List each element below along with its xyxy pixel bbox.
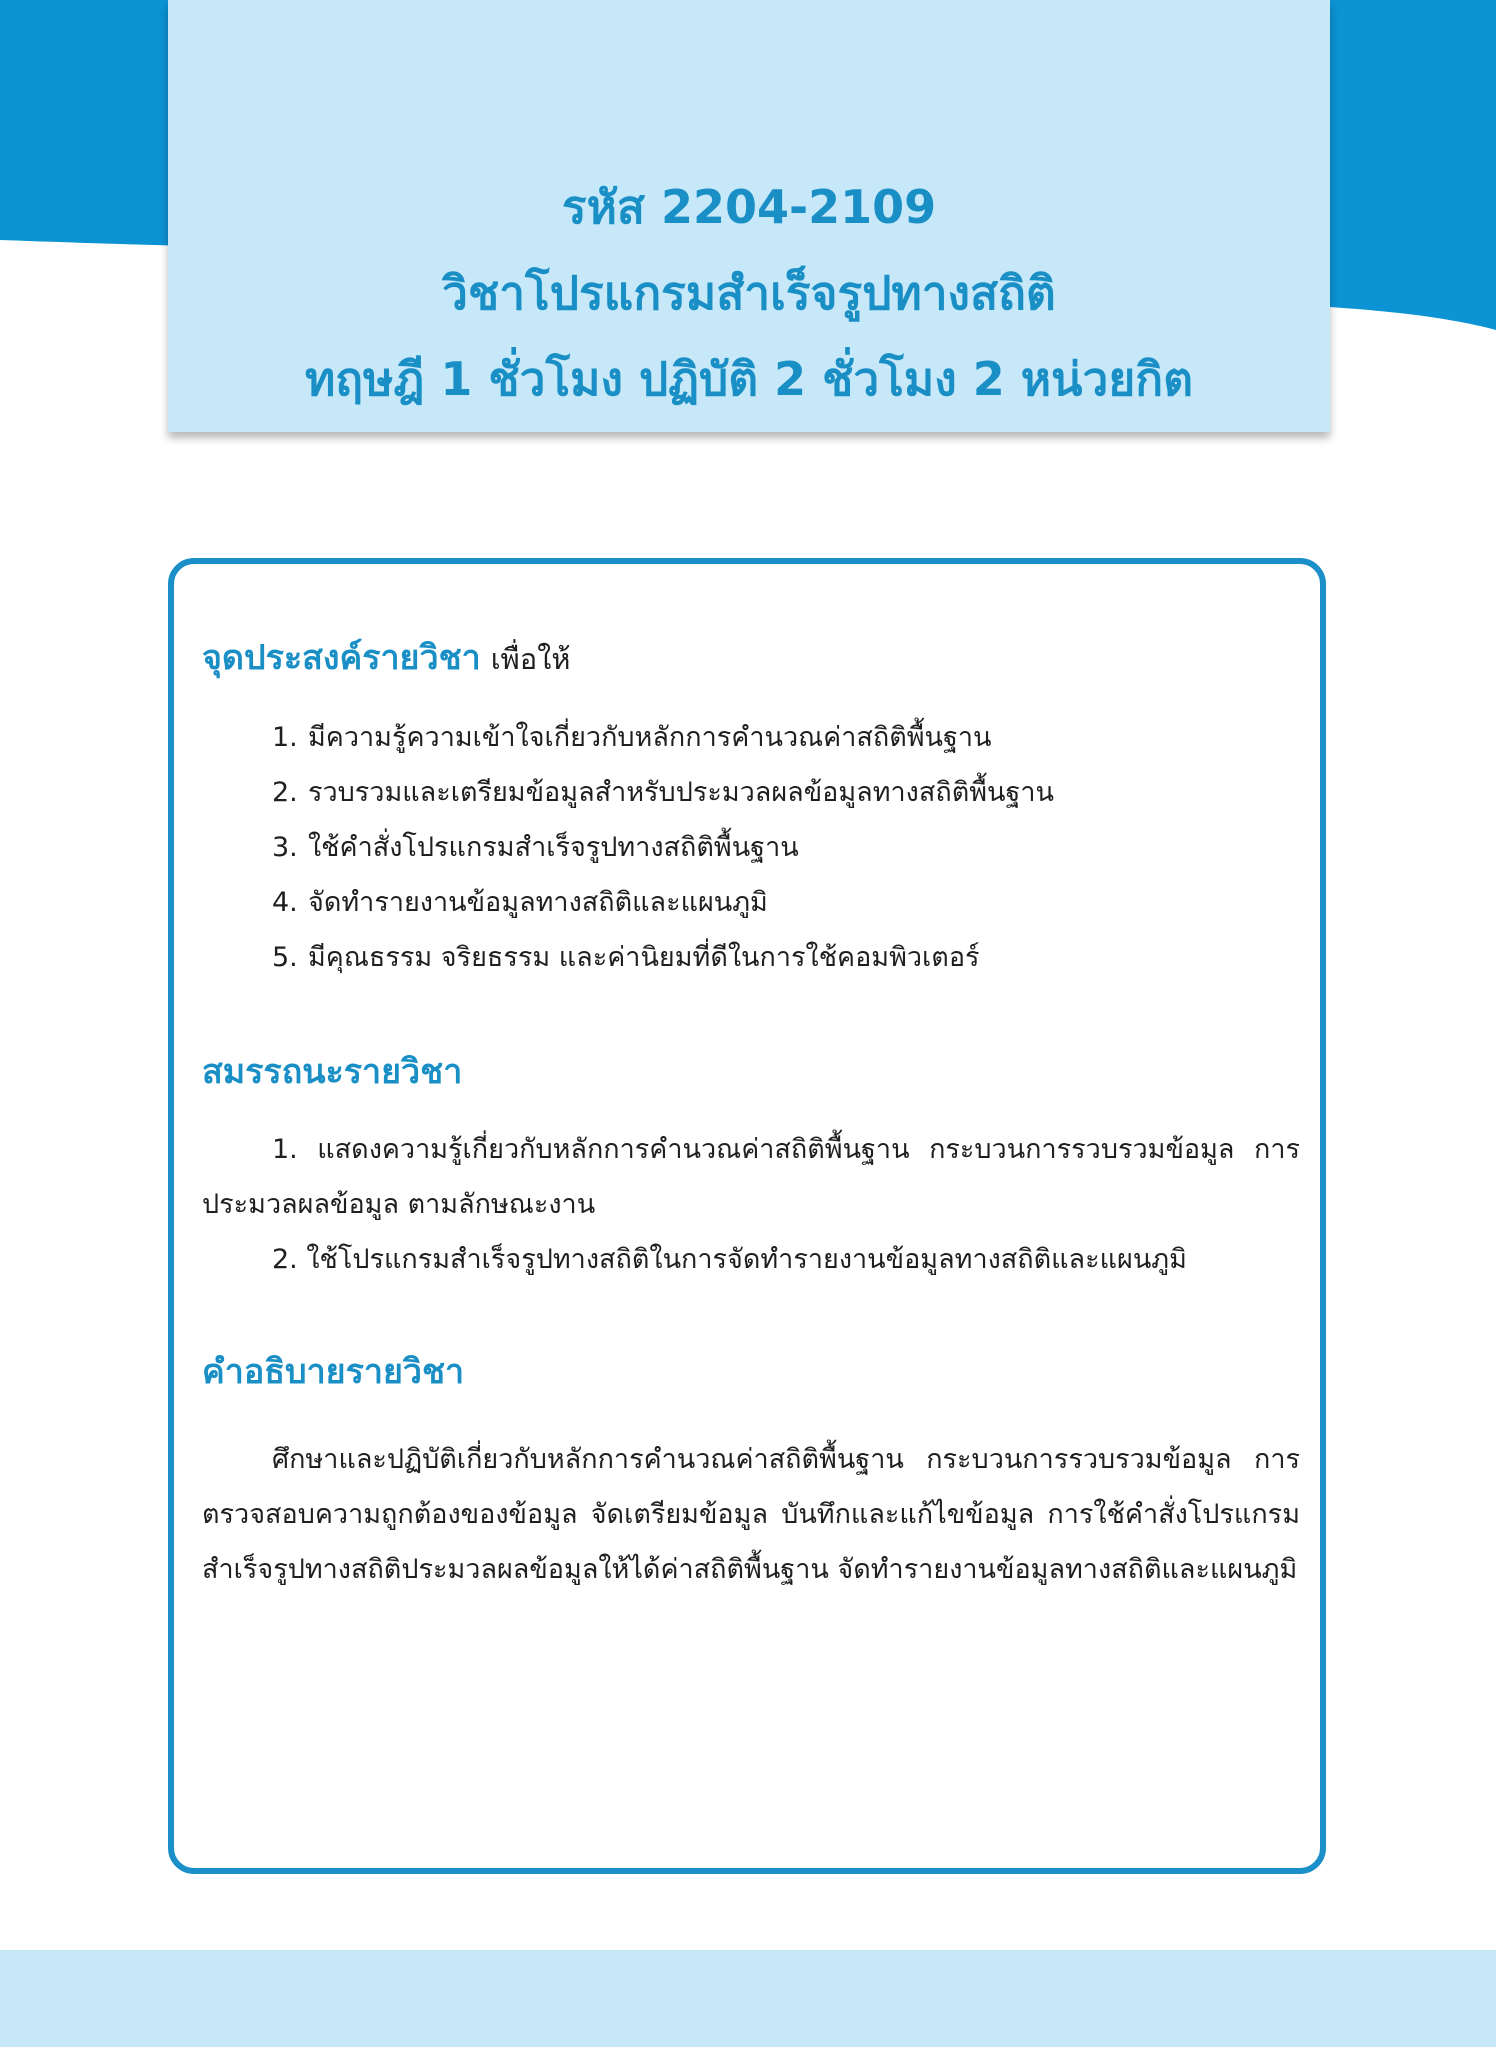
competency-item-2: 2. ใช้โปรแกรมสำเร็จรูปทางสถิติในการจัดทำรายงานข้อมูลทางสถิติและแผนภูมิ	[272, 1244, 1187, 1275]
objective-item	[272, 936, 980, 980]
objective-item	[272, 716, 992, 760]
objective-item	[272, 826, 799, 870]
footer-band	[0, 1950, 1496, 2047]
course-subject: วิชาโปรแกรมสำเร็จรูปทางสถิติ	[442, 266, 1056, 320]
objectives-heading	[202, 630, 570, 684]
description-body: ศึกษาและปฏิบัติเกี่ยวกับหลักการคำนวณค่าสถิติพื้นฐาน กระบวนการรวบรวมข้อมูล การตรวจสอบความถูกต้องของข้อมูล จัดเตรียมข้อมูล บันทึกและแก้ไขข้อมูล การใช้คำสั่งโปรแกรมสำเร็จรูปทางสถิติประมวลผลข้อมูลให้ได้ค่าสถิติพื้นฐาน จัดทำรายงานข้อมูลทางสถิติและแผนภูมิ	[202, 1444, 1300, 1585]
course-hours-credits: ทฤษฎี 1 ชั่วโมง ปฏิบัติ 2 ชั่วโมง 2 หน่วยกิต	[304, 352, 1193, 406]
objectives-title: จุดประสงค์รายวิชา	[202, 638, 481, 678]
objective-number: 5.	[272, 942, 298, 973]
objective-item	[272, 771, 1054, 815]
objective-number: 2.	[272, 777, 298, 808]
objective-item	[272, 881, 768, 925]
objective-number: 1.	[272, 722, 298, 753]
objective-number: 3.	[272, 832, 298, 863]
competencies-heading	[202, 1044, 462, 1098]
description-heading	[202, 1344, 464, 1398]
competencies-title: สมรรถนะรายวิชา	[202, 1052, 463, 1092]
course-code: รหัส 2204-2109	[561, 180, 937, 234]
objectives-suffix: เพื่อให้	[490, 642, 571, 676]
objective-text: จัดทำรายงานข้อมูลทางสถิติและแผนภูมิ	[308, 887, 768, 918]
description-title: คำอธิบายรายวิชา	[202, 1352, 465, 1392]
competency-item-1: 1. แสดงความรู้เกี่ยวกับหลักการคำนวณค่าสถิติพื้นฐาน กระบวนการรวบรวมข้อมูล การประมวลผลข้อมูล ตามลักษณะงาน	[202, 1134, 1300, 1220]
objective-text: มีคุณธรรม จริยธรรม และค่านิยมที่ดีในการใช้คอมพิวเตอร์	[308, 942, 980, 973]
course-info-frame	[168, 558, 1326, 1874]
objective-text: รวบรวมและเตรียมข้อมูลสำหรับประมวลผลข้อมูลทางสถิติพื้นฐาน	[308, 777, 1054, 808]
objective-text: ใช้คำสั่งโปรแกรมสำเร็จรูปทางสถิติพื้นฐาน	[308, 832, 799, 863]
objective-number: 4.	[272, 887, 298, 918]
course-header-card	[168, 0, 1330, 432]
objective-text: มีความรู้ความเข้าใจเกี่ยวกับหลักการคำนวณค่าสถิติพื้นฐาน	[308, 722, 992, 753]
